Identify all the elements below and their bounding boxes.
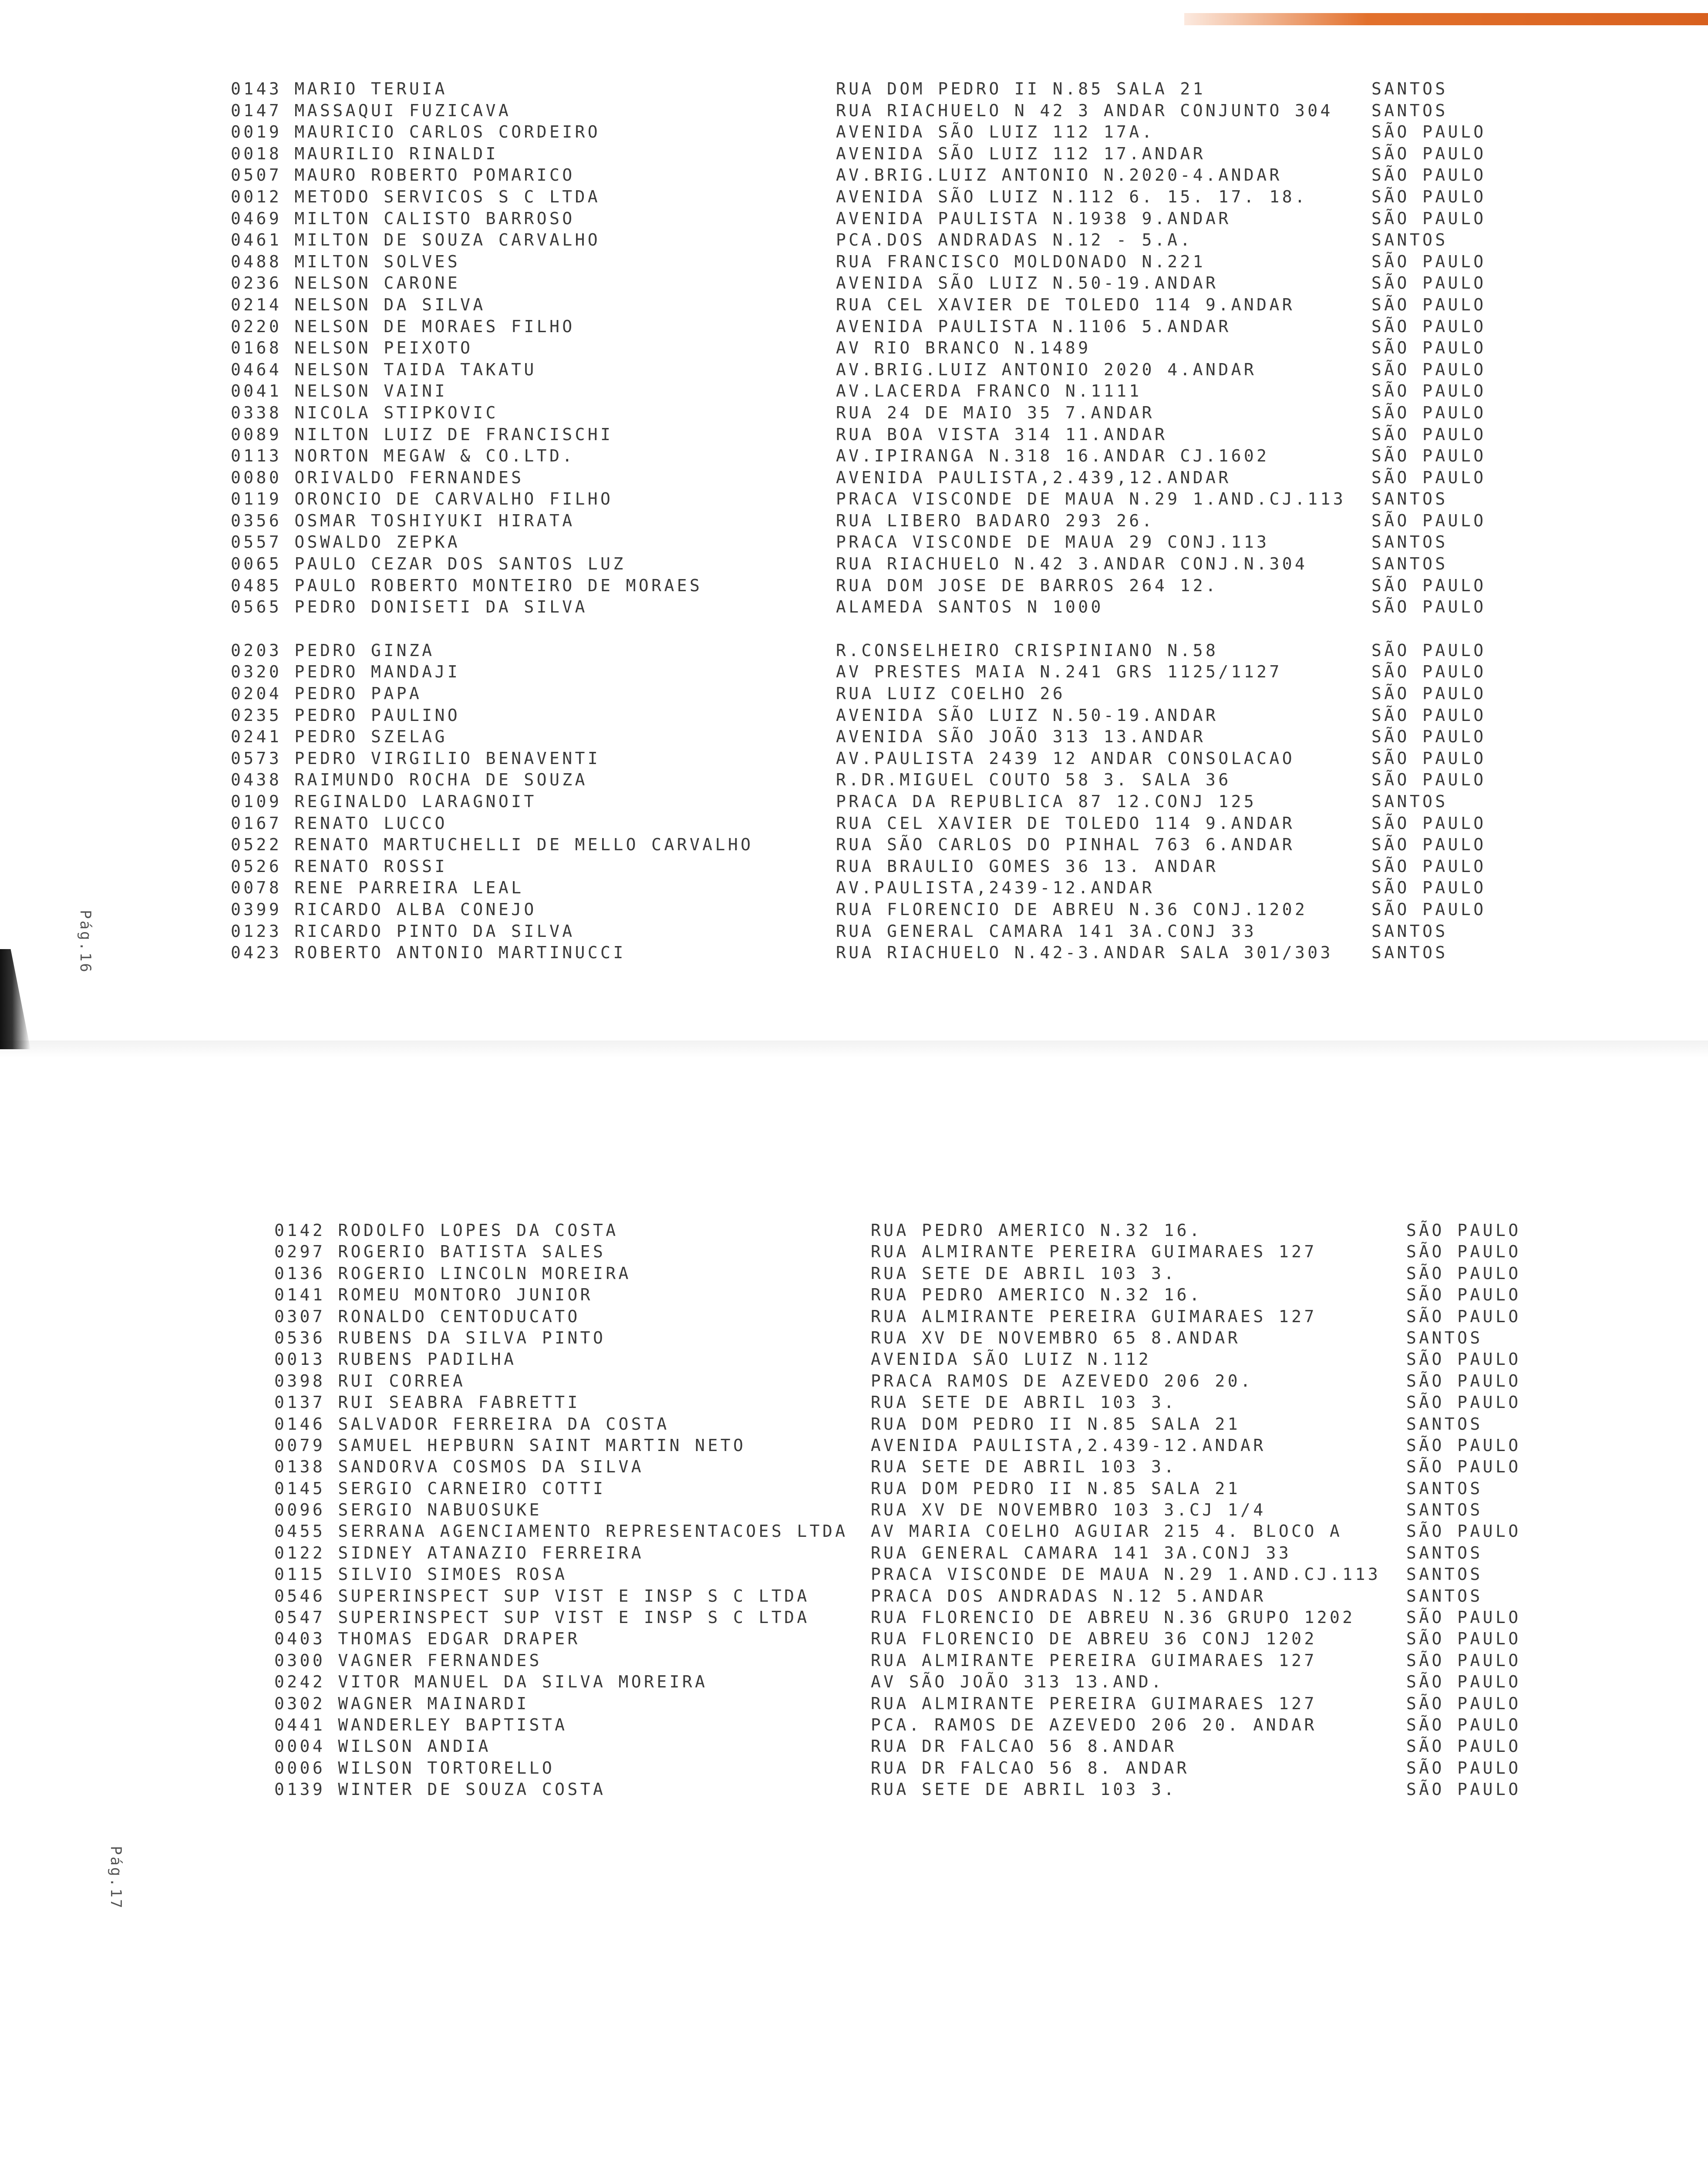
entry-name: 0065 PAULO CEZAR DOS SANTOS LUZ <box>231 554 626 574</box>
entry-city: SÃO PAULO <box>1406 1350 1521 1369</box>
entry-name: 0142 RODOLFO LOPES DA COSTA <box>274 1221 619 1240</box>
entry-address: RUA XV DE NOVEMBRO 103 3.CJ 1/4 <box>871 1500 1266 1520</box>
entry-address: AV MARIA COELHO AGUIAR 215 4. BLOCO A <box>871 1522 1343 1541</box>
entry-city: SÃO PAULO <box>1371 209 1486 228</box>
list-entry <box>274 1392 1585 1413</box>
entry-name: 0080 ORIVALDO FERNANDES <box>231 468 524 487</box>
list-entry <box>231 121 1546 143</box>
entry-city: SANTOS <box>1371 532 1448 552</box>
entry-name: 0136 ROGERIO LINCOLN MOREIRA <box>274 1263 631 1283</box>
list-entry <box>231 78 1546 100</box>
entry-city: SANTOS <box>1406 1500 1483 1520</box>
entry-name: 0145 SERGIO CARNEIRO COTTI <box>274 1478 606 1498</box>
entry-name: 0041 NELSON VAINI <box>231 381 448 401</box>
entry-city: SÃO PAULO <box>1371 511 1486 530</box>
list-entry <box>231 445 1546 467</box>
entry-name: 0302 WAGNER MAINARDI <box>274 1694 529 1713</box>
entry-address: R.CONSELHEIRO CRISPINIANO N.58 <box>836 640 1219 660</box>
list-entry <box>274 1327 1585 1349</box>
list-entry <box>274 1736 1585 1757</box>
list-entry <box>231 748 1546 770</box>
list-entry <box>231 640 1546 662</box>
list-entry <box>231 899 1546 921</box>
entry-address: AVENIDA SÃO LUIZ N.112 <box>871 1350 1152 1369</box>
entry-name: 0078 RENE PARREIRA LEAL <box>231 878 524 898</box>
entry-name: 0147 MASSAQUI FUZICAVA <box>231 101 512 120</box>
entry-city: SÃO PAULO <box>1406 1715 1521 1734</box>
entry-address: AVENIDA SÃO LUIZ N.112 6. 15. 17. 18. <box>836 187 1308 206</box>
entry-city: SÃO PAULO <box>1371 748 1486 768</box>
entry-name: 0089 NILTON LUIZ DE FRANCISCHI <box>231 424 613 444</box>
entry-city: SANTOS <box>1371 921 1448 941</box>
entry-city: SÃO PAULO <box>1371 835 1486 855</box>
entry-address: AV.BRIG.LUIZ ANTONIO N.2020-4.ANDAR <box>836 165 1282 185</box>
list-entry <box>231 856 1546 878</box>
entry-name: 0399 RICARDO ALBA CONEJO <box>231 899 537 919</box>
entry-address: AV SÃO JOÃO 313 13.AND. <box>871 1672 1164 1692</box>
entry-name: 0338 NICOLA STIPKOVIC <box>231 403 499 422</box>
entry-city: SÃO PAULO <box>1406 1650 1521 1670</box>
entry-address: PRACA VISCONDE DE MAUA N.29 1.AND.CJ.113 <box>871 1565 1381 1584</box>
entry-name: 0320 PEDRO MANDAJI <box>231 662 461 682</box>
list-entry <box>274 1478 1585 1499</box>
list-entry <box>231 208 1546 230</box>
list-entry <box>274 1542 1585 1564</box>
listing-block-a <box>231 78 1546 618</box>
list-entry <box>274 1499 1585 1521</box>
entry-address: AV PRESTES MAIA N.241 GRS 1125/1127 <box>836 662 1282 682</box>
list-entry <box>274 1263 1585 1284</box>
entry-city: SÃO PAULO <box>1371 878 1486 898</box>
entry-city: SANTOS <box>1371 101 1448 120</box>
list-entry <box>231 532 1546 553</box>
entry-address: RUA PEDRO AMERICO N.32 16. <box>871 1285 1203 1305</box>
entry-address: AVENIDA PAULISTA,2.439-12.ANDAR <box>871 1435 1266 1455</box>
entry-address: RUA RIACHUELO N 42 3 ANDAR CONJUNTO 304 <box>836 101 1333 120</box>
entry-address: PRACA DA REPUBLICA 87 12.CONJ 125 <box>836 792 1257 811</box>
list-entry <box>231 877 1546 899</box>
entry-address: PRACA VISCONDE DE MAUA N.29 1.AND.CJ.113 <box>836 489 1346 509</box>
entry-address: RUA XV DE NOVEMBRO 65 8.ANDAR <box>871 1328 1241 1347</box>
entry-address: PRACA RAMOS DE AZEVEDO 206 20. <box>871 1371 1253 1391</box>
entry-name: 0307 RONALDO CENTODUCATO <box>274 1307 580 1326</box>
entry-address: RUA PEDRO AMERICO N.32 16. <box>871 1221 1203 1240</box>
entry-address: RUA GENERAL CAMARA 141 3A.CONJ 33 <box>871 1543 1292 1563</box>
entry-city: SANTOS <box>1371 489 1448 509</box>
list-entry <box>274 1435 1585 1456</box>
entry-name: 0469 MILTON CALISTO BARROSO <box>231 209 575 228</box>
entry-address: RUA BRAULIO GOMES 36 13. ANDAR <box>836 856 1219 876</box>
entry-address: RUA BOA VISTA 314 11.ANDAR <box>836 424 1168 444</box>
entry-city: SÃO PAULO <box>1406 1522 1521 1541</box>
entry-city: SANTOS <box>1406 1586 1483 1606</box>
entry-address: RUA SETE DE ABRIL 103 3. <box>871 1457 1177 1477</box>
list-entry <box>231 186 1546 208</box>
entry-address: RUA RIACHUELO N.42-3.ANDAR SALA 301/303 <box>836 943 1333 963</box>
entry-address: RUA DR FALCAO 56 8.ANDAR <box>871 1737 1177 1756</box>
entry-city: SÃO PAULO <box>1371 446 1486 466</box>
entry-address: RUA DOM PEDRO II N.85 SALA 21 <box>871 1414 1241 1434</box>
entry-name: 0507 MAURO ROBERTO POMARICO <box>231 165 575 185</box>
list-entry <box>231 596 1546 618</box>
entry-city: SÃO PAULO <box>1371 144 1486 163</box>
entry-address: AVENIDA SÃO JOÃO 313 13.ANDAR <box>836 727 1206 747</box>
entry-name: 0536 RUBENS DA SILVA PINTO <box>274 1328 606 1347</box>
list-entry <box>274 1414 1585 1435</box>
entry-address: AV.PAULISTA 2439 12 ANDAR CONSOLACAO <box>836 748 1295 768</box>
list-entry <box>231 402 1546 424</box>
entry-address: AV.BRIG.LUIZ ANTONIO 2020 4.ANDAR <box>836 360 1257 379</box>
entry-city: SÃO PAULO <box>1371 295 1486 314</box>
list-entry <box>231 488 1546 510</box>
list-entry <box>274 1650 1585 1671</box>
entry-name: 0113 NORTON MEGAW & CO.LTD. <box>231 446 575 466</box>
entry-address: RUA FLORENCIO DE ABREU N.36 GRUPO 1202 <box>871 1608 1355 1627</box>
entry-address: RUA LIBERO BADARO 293 26. <box>836 511 1155 530</box>
entry-city: SÃO PAULO <box>1371 597 1486 617</box>
entry-name: 0546 SUPERINSPECT SUP VIST E INSP S C LTDA <box>274 1586 810 1606</box>
list-entry <box>231 661 1546 683</box>
entry-address: RUA DR FALCAO 56 8. ANDAR <box>871 1758 1189 1778</box>
list-entry <box>274 1349 1585 1370</box>
orange-header-strip <box>1184 13 1708 25</box>
entry-city: SÃO PAULO <box>1371 770 1486 790</box>
entry-name: 0115 SILVIO SIMOES ROSA <box>274 1565 568 1584</box>
entry-name: 0006 WILSON TORTORELLO <box>274 1758 555 1778</box>
entry-city: SANTOS <box>1406 1565 1483 1584</box>
entry-city: SÃO PAULO <box>1371 813 1486 833</box>
entry-name: 0109 REGINALDO LARAGNOIT <box>231 792 537 811</box>
entry-address: AVENIDA PAULISTA,2.439,12.ANDAR <box>836 468 1231 487</box>
list-entry <box>231 575 1546 597</box>
list-entry <box>231 553 1546 575</box>
entry-city: SÃO PAULO <box>1406 1758 1521 1778</box>
entry-name: 0356 OSMAR TOSHIYUKI HIRATA <box>231 511 575 530</box>
entry-address: RUA SETE DE ABRIL 103 3. <box>871 1393 1177 1412</box>
entry-name: 0565 PEDRO DONISETI DA SILVA <box>231 597 588 617</box>
entry-address: RUA LUIZ COELHO 26 <box>836 684 1066 704</box>
entry-city: SÃO PAULO <box>1406 1457 1521 1477</box>
list-entry <box>231 229 1546 251</box>
page-number-17: Pág.17 <box>107 1846 125 1910</box>
entry-city: SANTOS <box>1406 1543 1483 1563</box>
block-gap <box>231 618 1546 640</box>
list-entry <box>231 769 1546 791</box>
entry-name: 0137 RUI SEABRA FABRETTI <box>274 1393 580 1412</box>
list-entry <box>274 1241 1585 1263</box>
entry-address: RUA DOM PEDRO II N.85 SALA 21 <box>836 79 1206 98</box>
entry-address: RUA CEL XAVIER DE TOLEDO 114 9.ANDAR <box>836 295 1295 314</box>
entry-city: SANTOS <box>1371 943 1448 963</box>
list-entry <box>231 467 1546 489</box>
entry-city: SÃO PAULO <box>1371 273 1486 293</box>
entry-name: 0138 SANDORVA COSMOS DA SILVA <box>274 1457 644 1477</box>
entry-name: 0403 THOMAS EDGAR DRAPER <box>274 1629 580 1649</box>
entry-address: PRACA DOS ANDRADAS N.12 5.ANDAR <box>871 1586 1266 1606</box>
entry-name: 0441 WANDERLEY BAPTISTA <box>274 1715 568 1734</box>
list-entry <box>231 359 1546 381</box>
entry-name: 0203 PEDRO GINZA <box>231 640 435 660</box>
entry-name: 0220 NELSON DE MORAES FILHO <box>231 317 575 336</box>
page-divider <box>0 1041 1708 1058</box>
entry-name: 0297 ROGERIO BATISTA SALES <box>274 1242 606 1262</box>
entry-name: 0019 MAURICIO CARLOS CORDEIRO <box>231 122 601 142</box>
entry-city: SÃO PAULO <box>1371 640 1486 660</box>
list-entry <box>274 1693 1585 1714</box>
entry-city: SÃO PAULO <box>1371 705 1486 725</box>
entry-address: RUA FLORENCIO DE ABREU N.36 CONJ.1202 <box>836 899 1308 919</box>
entry-address: AVENIDA PAULISTA N.1106 5.ANDAR <box>836 317 1231 336</box>
entry-address: AVENIDA SÃO LUIZ 112 17A. <box>836 122 1155 142</box>
entry-address: RUA DOM JOSE DE BARROS 264 12. <box>836 576 1219 595</box>
list-entry <box>274 1521 1585 1542</box>
list-entry <box>274 1758 1585 1779</box>
entry-city: SÃO PAULO <box>1406 1672 1521 1692</box>
list-entry <box>231 381 1546 402</box>
entry-name: 0398 RUI CORREA <box>274 1371 466 1391</box>
scan-edge-shadow <box>0 949 30 1049</box>
list-entry <box>231 294 1546 316</box>
entry-name: 0214 NELSON DA SILVA <box>231 295 486 314</box>
entry-name: 0242 VITOR MANUEL DA SILVA MOREIRA <box>274 1672 708 1692</box>
entry-name: 0122 SIDNEY ATANAZIO FERREIRA <box>274 1543 644 1563</box>
entry-city: SÃO PAULO <box>1371 727 1486 747</box>
entry-city: SÃO PAULO <box>1406 1242 1521 1262</box>
entry-name: 0464 NELSON TAIDA TAKATU <box>231 360 537 379</box>
entry-name: 0141 ROMEU MONTORO JUNIOR <box>274 1285 593 1305</box>
entry-address: RUA SETE DE ABRIL 103 3. <box>871 1780 1177 1799</box>
entry-name: 0204 PEDRO PAPA <box>231 684 422 704</box>
entry-name: 0573 PEDRO VIRGILIO BENAVENTI <box>231 748 601 768</box>
entry-name: 0143 MARIO TERUIA <box>231 79 448 98</box>
entry-address: AVENIDA PAULISTA N.1938 9.ANDAR <box>836 209 1231 228</box>
entry-name: 0013 RUBENS PADILHA <box>274 1350 517 1369</box>
page-17-listing <box>274 1220 1585 1801</box>
entry-name: 0522 RENATO MARTUCHELLI DE MELLO CARVALHO <box>231 835 754 855</box>
entry-city: SÃO PAULO <box>1406 1435 1521 1455</box>
entry-city: SÃO PAULO <box>1406 1393 1521 1412</box>
entry-address: AVENIDA SÃO LUIZ 112 17.ANDAR <box>836 144 1206 163</box>
entry-city: SÃO PAULO <box>1406 1285 1521 1305</box>
list-entry <box>231 143 1546 165</box>
entry-name: 0241 PEDRO SZELAG <box>231 727 448 747</box>
entry-address: RUA GENERAL CAMARA 141 3A.CONJ 33 <box>836 921 1257 941</box>
list-entry <box>274 1586 1585 1607</box>
entry-name: 0139 WINTER DE SOUZA COSTA <box>274 1780 606 1799</box>
entry-name: 0018 MAURILIO RINALDI <box>231 144 499 163</box>
entry-city: SÃO PAULO <box>1371 165 1486 185</box>
entry-city: SÃO PAULO <box>1406 1221 1521 1240</box>
entry-name: 0123 RICARDO PINTO DA SILVA <box>231 921 575 941</box>
entry-city: SÃO PAULO <box>1371 381 1486 401</box>
list-entry <box>231 683 1546 705</box>
entry-city: SÃO PAULO <box>1406 1263 1521 1283</box>
entry-city: SÃO PAULO <box>1371 684 1486 704</box>
list-entry <box>231 705 1546 727</box>
entry-name: 0455 SERRANA AGENCIAMENTO REPRESENTACOES LTDA <box>274 1522 848 1541</box>
entry-city: SÃO PAULO <box>1406 1737 1521 1756</box>
entry-address: RUA ALMIRANTE PEREIRA GUIMARAES 127 <box>871 1650 1317 1670</box>
list-entry <box>231 316 1546 338</box>
entry-city: SÃO PAULO <box>1406 1307 1521 1326</box>
entry-name: 0235 PEDRO PAULINO <box>231 705 461 725</box>
list-entry <box>231 726 1546 748</box>
entry-address: AV.LACERDA FRANCO N.1111 <box>836 381 1142 401</box>
entry-address: AV.PAULISTA,2439-12.ANDAR <box>836 878 1155 898</box>
entry-name: 0096 SERGIO NABUOSUKE <box>274 1500 542 1520</box>
list-entry <box>231 337 1546 359</box>
list-entry <box>231 510 1546 532</box>
entry-city: SÃO PAULO <box>1371 856 1486 876</box>
entry-city: SÃO PAULO <box>1371 662 1486 682</box>
entry-address: RUA DOM PEDRO II N.85 SALA 21 <box>871 1478 1241 1498</box>
entry-name: 0485 PAULO ROBERTO MONTEIRO DE MORAES <box>231 576 703 595</box>
entry-address: PCA. RAMOS DE AZEVEDO 206 20. ANDAR <box>871 1715 1317 1734</box>
entry-address: PCA.DOS ANDRADAS N.12 - 5.A. <box>836 230 1193 250</box>
list-entry <box>274 1284 1585 1306</box>
list-entry <box>231 921 1546 943</box>
entry-city: SÃO PAULO <box>1371 187 1486 206</box>
list-entry <box>274 1371 1585 1392</box>
entry-name: 0438 RAIMUNDO ROCHA DE SOUZA <box>231 770 588 790</box>
entry-address: AV.IPIRANGA N.318 16.ANDAR CJ.1602 <box>836 446 1270 466</box>
list-entry <box>231 100 1546 122</box>
list-entry <box>274 1456 1585 1478</box>
entry-city: SANTOS <box>1406 1328 1483 1347</box>
list-entry <box>231 791 1546 813</box>
list-entry <box>231 273 1546 294</box>
entry-name: 0146 SALVADOR FERREIRA DA COSTA <box>274 1414 670 1434</box>
entry-address: AVENIDA SÃO LUIZ N.50-19.ANDAR <box>836 705 1219 725</box>
entry-address: RUA SÃO CARLOS DO PINHAL 763 6.ANDAR <box>836 835 1295 855</box>
entry-address: AVENIDA SÃO LUIZ N.50-19.ANDAR <box>836 273 1219 293</box>
list-entry <box>231 165 1546 186</box>
listing-block-b <box>231 640 1546 964</box>
list-entry <box>231 834 1546 856</box>
list-entry <box>274 1306 1585 1327</box>
entry-address: RUA CEL XAVIER DE TOLEDO 114 9.ANDAR <box>836 813 1295 833</box>
entry-city: SANTOS <box>1371 79 1448 98</box>
entry-city: SÃO PAULO <box>1371 338 1486 358</box>
entry-city: SÃO PAULO <box>1371 424 1486 444</box>
entry-city: SÃO PAULO <box>1406 1629 1521 1649</box>
entry-address: RUA 24 DE MAIO 35 7.ANDAR <box>836 403 1155 422</box>
entry-name: 0079 SAMUEL HEPBURN SAINT MARTIN NETO <box>274 1435 746 1455</box>
list-entry <box>274 1671 1585 1693</box>
list-entry <box>231 424 1546 446</box>
entry-name: 0423 ROBERTO ANTONIO MARTINUCCI <box>231 943 626 963</box>
entry-city: SÃO PAULO <box>1406 1371 1521 1391</box>
entry-name: 0119 ORONCIO DE CARVALHO FILHO <box>231 489 613 509</box>
entry-address: RUA SETE DE ABRIL 103 3. <box>871 1263 1177 1283</box>
entry-city: SÃO PAULO <box>1371 122 1486 142</box>
entry-city: SANTOS <box>1371 792 1448 811</box>
entry-city: SÃO PAULO <box>1371 252 1486 271</box>
entry-address: PRACA VISCONDE DE MAUA 29 CONJ.113 <box>836 532 1270 552</box>
list-entry <box>274 1628 1585 1650</box>
entry-name: 0488 MILTON SOLVES <box>231 252 461 271</box>
entry-name: 0547 SUPERINSPECT SUP VIST E INSP S C LTDA <box>274 1608 810 1627</box>
entry-name: 0012 METODO SERVICOS S C LTDA <box>231 187 601 206</box>
entry-city: SÃO PAULO <box>1371 468 1486 487</box>
entry-city: SÃO PAULO <box>1406 1780 1521 1799</box>
entry-city: SANTOS <box>1371 554 1448 574</box>
entry-name: 0168 NELSON PEIXOTO <box>231 338 473 358</box>
entry-city: SÃO PAULO <box>1371 899 1486 919</box>
entry-name: 0004 WILSON ANDIA <box>274 1737 491 1756</box>
entry-address: R.DR.MIGUEL COUTO 58 3. SALA 36 <box>836 770 1231 790</box>
list-entry <box>231 251 1546 273</box>
entry-address: RUA ALMIRANTE PEREIRA GUIMARAES 127 <box>871 1307 1317 1326</box>
entry-city: SÃO PAULO <box>1371 317 1486 336</box>
entry-city: SANTOS <box>1371 230 1448 250</box>
entry-city: SÃO PAULO <box>1406 1694 1521 1713</box>
entry-address: RUA ALMIRANTE PEREIRA GUIMARAES 127 <box>871 1242 1317 1262</box>
entry-address: RUA FLORENCIO DE ABREU 36 CONJ 1202 <box>871 1629 1317 1649</box>
entry-name: 0557 OSWALDO ZEPKA <box>231 532 461 552</box>
entry-city: SANTOS <box>1406 1414 1483 1434</box>
entry-address: RUA ALMIRANTE PEREIRA GUIMARAES 127 <box>871 1694 1317 1713</box>
list-entry <box>274 1607 1585 1628</box>
entry-city: SANTOS <box>1406 1478 1483 1498</box>
entry-city: SÃO PAULO <box>1371 403 1486 422</box>
entry-address: RUA RIACHUELO N.42 3.ANDAR CONJ.N.304 <box>836 554 1308 574</box>
page-number-16: Pág.16 <box>77 910 94 974</box>
entry-city: SÃO PAULO <box>1406 1608 1521 1627</box>
listing-block-c <box>274 1220 1585 1801</box>
list-entry <box>274 1779 1585 1800</box>
list-entry <box>274 1220 1585 1241</box>
entry-address: RUA FRANCISCO MOLDONADO N.221 <box>836 252 1206 271</box>
page-16-listing <box>231 78 1546 964</box>
list-entry <box>231 942 1546 964</box>
entry-city: SÃO PAULO <box>1371 576 1486 595</box>
entry-name: 0167 RENATO LUCCO <box>231 813 448 833</box>
list-entry <box>274 1564 1585 1585</box>
entry-name: 0300 VAGNER FERNANDES <box>274 1650 542 1670</box>
entry-address: AV RIO BRANCO N.1489 <box>836 338 1091 358</box>
list-entry <box>274 1714 1585 1736</box>
entry-name: 0236 NELSON CARONE <box>231 273 461 293</box>
entry-name: 0526 RENATO ROSSI <box>231 856 448 876</box>
entry-city: SÃO PAULO <box>1371 360 1486 379</box>
list-entry <box>231 813 1546 835</box>
entry-address: ALAMEDA SANTOS N 1000 <box>836 597 1104 617</box>
entry-name: 0461 MILTON DE SOUZA CARVALHO <box>231 230 601 250</box>
